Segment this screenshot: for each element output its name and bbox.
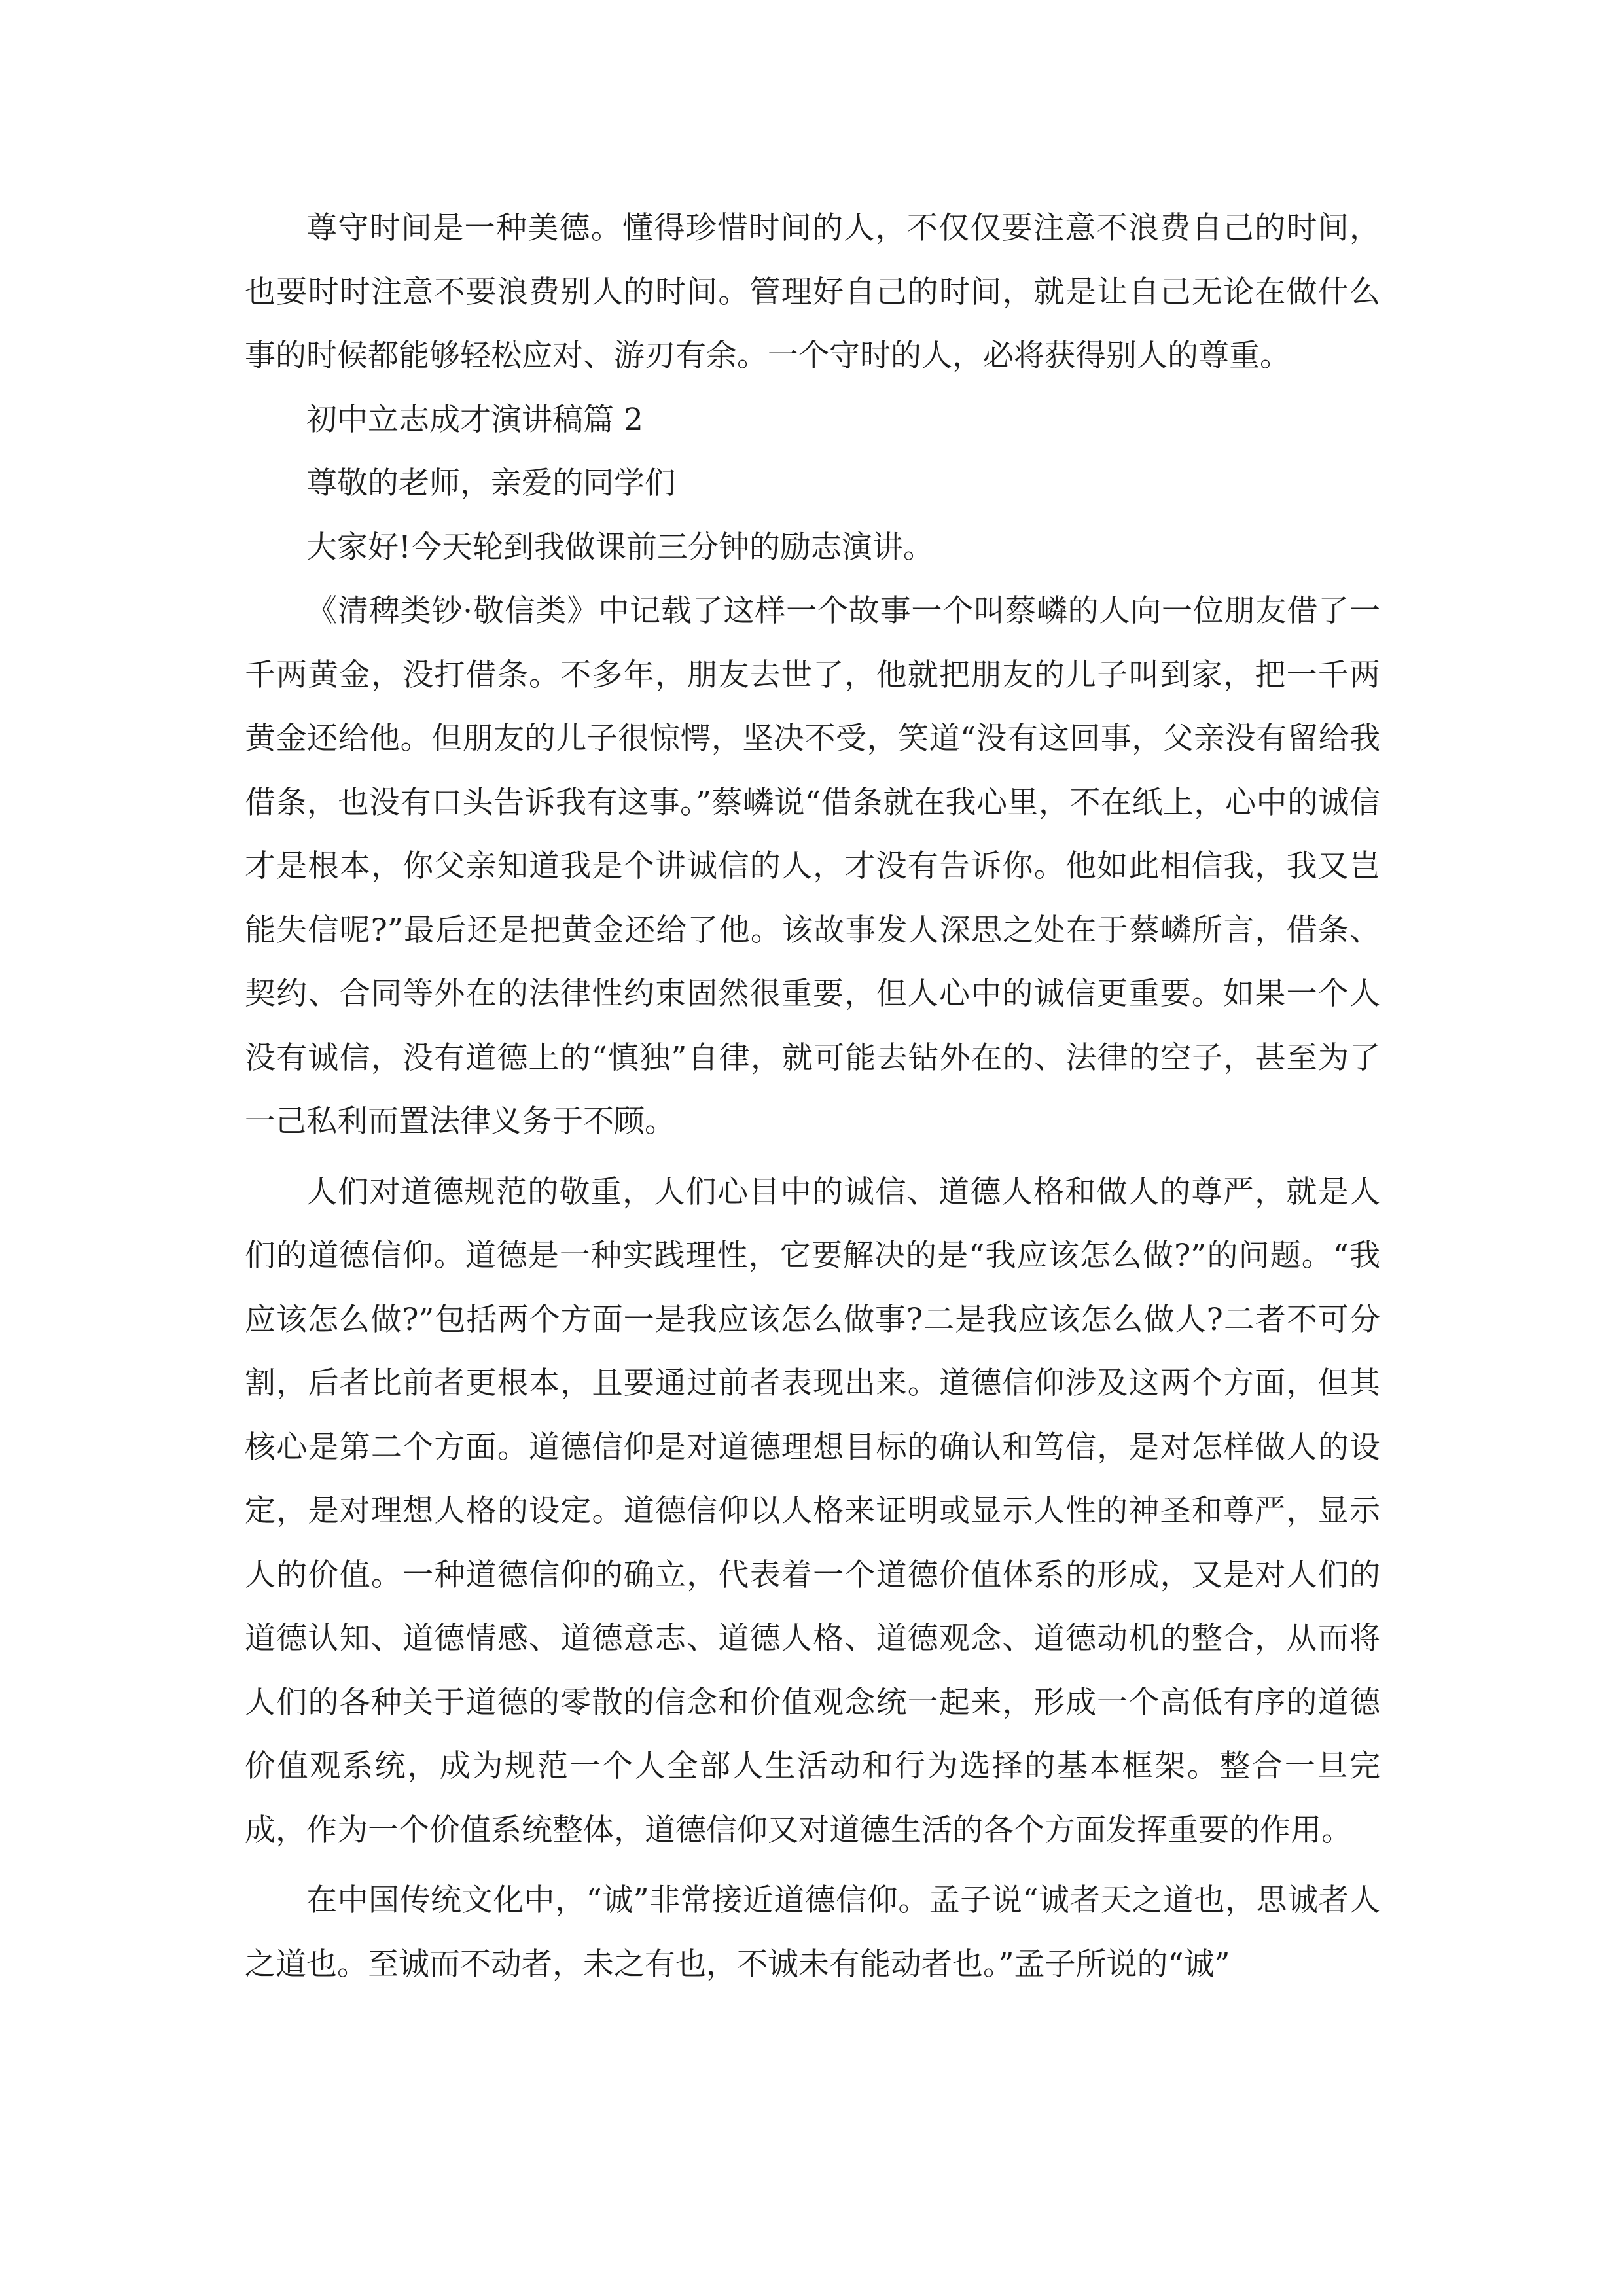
paragraph-punctuality: 尊守时间是一种美德。懂得珍惜时间的人，不仅仅要注意不浪费自己的时间，也要时时注意不要浪费别人的时间。管理好自己的时间，就是让自己无论在做什么事的时候都能够轻松应对、游刃有余。一个守时的人，必将获得别人的尊重。 xyxy=(245,210,1380,374)
document-body xyxy=(245,196,1380,1996)
paragraph-chinese-culture: 在中国传统文化中，“诚”非常接近道德信仰。孟子说“诚者天之道也，思诚者人之道也。至诚而不动者，未之有也，不诚未有能动者也。”孟子所说的“诚” xyxy=(245,1882,1380,1982)
paragraph-story: 《清稗类钞·敬信类》中记载了这样一个故事一个叫蔡嶙的人向一位朋友借了一千两黄金，没打借条。不多年，朋友去世了，他就把朋友的儿子叫到家，把一千两黄金还给他。但朋友的儿子很惊愕，坚决不受，笑道“没有这回事，父亲没有留给我借条，也没有口头告诉我有这事。”蔡嶙说“借条就在我心里，不在纸上，心中的诚信才是根本，你父亲知道我是个讲诚信的人，才没有告诉你。他如此相信我，我又岂能失信呢?”最后还是把黄金还给了他。该故事发人深思之处在于蔡嶙所言，借条、契约、合同等外在的法律性约束固然很重要，但人心中的诚信更重要。如果一个人没有诚信，没有道德上的“慎独”自律，就可能去钻外在的、法律的空子，甚至为了一己私利而置法律义务于不顾。 xyxy=(245,593,1380,1139)
salutation: 尊敬的老师，亲爱的同学们 xyxy=(306,465,675,501)
paragraph-moral-belief: 人们对道德规范的敬重，人们心目中的诚信、道德人格和做人的尊严，就是人们的道德信仰。道德是一种实践理性，它要解决的是“我应该怎么做?”的问题。“我应该怎么做?”包括两个方面一是我应该怎么做事?二是我应该怎么做人?二者不可分割，后者比前者更根本，且要通过前者表现出来。道德信仰涉及这两个方面，但其核心是第二个方面。道德信仰是对道德理想目标的确认和笃信，是对怎样做人的设定，是对理想人格的设定。道德信仰以人格来证明或显示人性的神圣和尊严，显示人的价值。一种道德信仰的确立，代表着一个道德价值体系的形成，又是对人们的道德认知、道德情感、道德意志、道德人格、道德观念、道德动机的整合，从而将人们的各种关于道德的零散的信念和价值观念统一起来，形成一个高低有序的道德价值观系统，成为规范一个人全部人生活动和行为选择的基本框架。整合一旦完成，作为一个价值系统整体，道德信仰又对道德生活的各个方面发挥重要的作用。 xyxy=(245,1174,1380,1848)
greeting: 大家好!今天轮到我做课前三分钟的励志演讲。 xyxy=(306,529,934,565)
section-heading: 初中立志成才演讲稿篇 2 xyxy=(306,401,643,438)
